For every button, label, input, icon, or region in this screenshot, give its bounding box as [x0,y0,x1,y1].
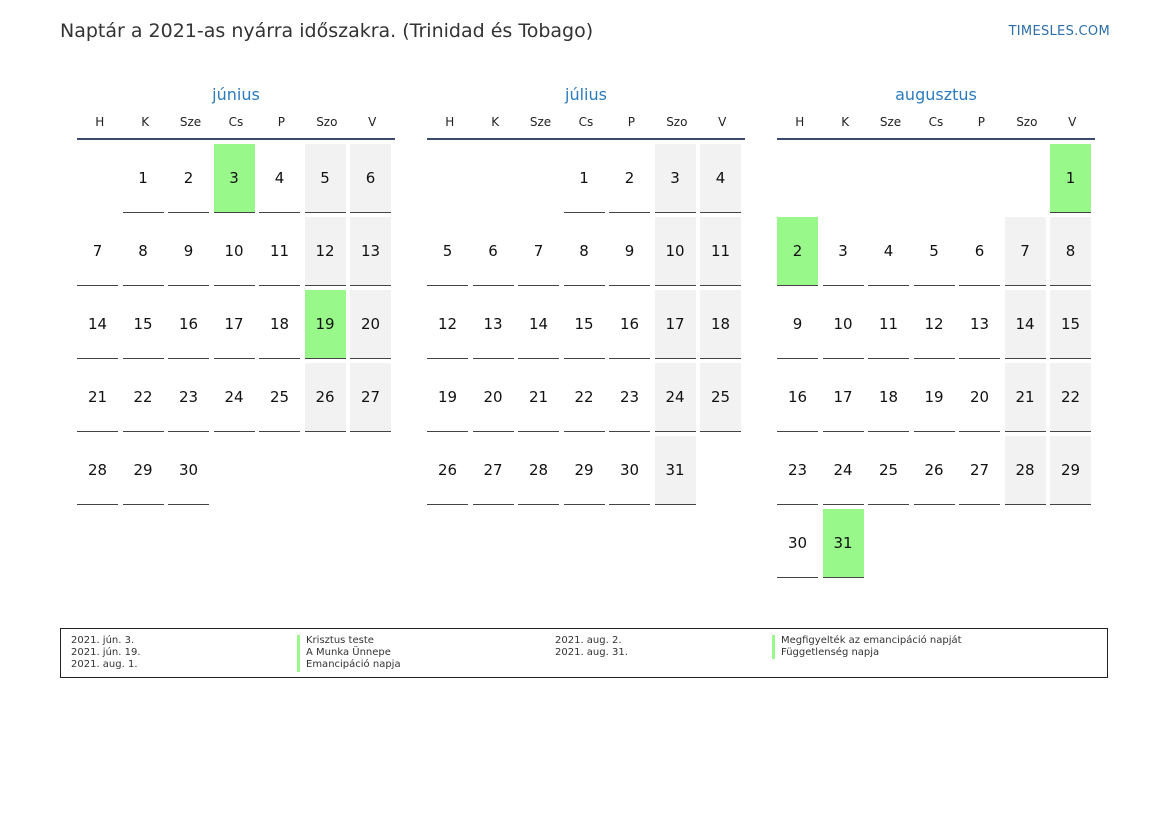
day-cell: 4 [868,217,909,286]
month-august [777,84,1095,578]
weekday-label: Szo [666,115,688,129]
weekday-label: Szo [1016,115,1038,129]
legend-holiday-name: A Munka Ünnepe [297,647,401,659]
day-cell: 14 [518,290,559,359]
day-cell: 11 [700,217,741,286]
day-cell: 9 [609,217,650,286]
day-cell: 29 [123,436,164,505]
day-cell: 6 [350,144,391,213]
legend-date: 2021. aug. 31. [555,647,628,659]
day-cell: 10 [214,217,255,286]
day-cell: 27 [473,436,514,505]
empty-cell [823,144,864,213]
day-cell: 14 [77,290,118,359]
empty-cell [959,144,1000,213]
legend-dates-right [555,635,628,659]
day-cell: 7 [1005,217,1046,286]
weekday-label: K [141,115,150,129]
day-cell: 30 [609,436,650,505]
day-cell: 22 [564,363,605,432]
empty-cell [77,144,118,213]
day-cell: 4 [700,144,741,213]
day-cell: 8 [123,217,164,286]
day-cell: 3 [823,217,864,286]
day-cell: 21 [1005,363,1046,432]
weekday-label: Cs [228,115,244,129]
day-cell: 13 [350,217,391,286]
day-cell: 12 [305,217,346,286]
day-cell: 3 [655,144,696,213]
day-cell: 15 [564,290,605,359]
weekday-label: P [977,115,986,129]
day-cell: 16 [168,290,209,359]
weekday-label: V [718,115,727,129]
legend-date: 2021. jún. 3. [71,635,135,646]
month-title: augusztus [895,85,977,104]
day-cell: 11 [259,217,300,286]
day-cell: 5 [914,217,955,286]
day-cell: 10 [655,217,696,286]
empty-cell [777,144,818,213]
day-cell: 26 [305,363,346,432]
day-cell: 23 [777,436,818,505]
holiday-day-cell: 31 [823,509,864,578]
day-cell: 16 [777,363,818,432]
day-cell: 7 [518,217,559,286]
day-cell: 18 [868,363,909,432]
empty-cell [868,144,909,213]
day-cell: 22 [1050,363,1091,432]
day-cell: 8 [1050,217,1091,286]
day-cell: 2 [168,144,209,213]
day-cell: 25 [868,436,909,505]
day-cell: 1 [123,144,164,213]
day-cell: 26 [427,436,468,505]
legend-date: 2021. aug. 1. [71,659,138,671]
holiday-day-cell: 3 [214,144,255,213]
day-cell: 6 [473,217,514,286]
weekday-label: Szo [316,115,338,129]
empty-cell [427,144,468,213]
day-cell: 23 [168,363,209,432]
day-cell: 19 [427,363,468,432]
weekday-label: K [491,115,500,129]
day-cell: 23 [609,363,650,432]
day-cell: 15 [1050,290,1091,359]
day-cell: 28 [77,436,118,505]
empty-cell [1005,144,1046,213]
site-link[interactable]: TIMESLES.COM [1008,24,1110,39]
day-cell: 6 [959,217,1000,286]
day-cell: 31 [655,436,696,505]
day-cell: 21 [77,363,118,432]
day-cell: 20 [473,363,514,432]
day-cell: 9 [168,217,209,286]
day-cell: 24 [823,436,864,505]
day-cell: 28 [1005,436,1046,505]
weekday-label: Sze [529,115,552,129]
weekday-label: H [445,115,455,129]
weekday-header [777,114,1095,140]
day-cell: 30 [777,509,818,578]
day-cell: 25 [259,363,300,432]
holiday-day-cell: 1 [1050,144,1091,213]
day-cell: 5 [305,144,346,213]
day-cell: 12 [427,290,468,359]
day-cell: 17 [823,363,864,432]
day-cell: 18 [700,290,741,359]
legend-date: 2021. jún. 19. [71,647,141,659]
empty-cell [914,144,955,213]
day-cell: 19 [914,363,955,432]
day-cell: 2 [609,144,650,213]
day-cell: 7 [77,217,118,286]
day-cell: 11 [868,290,909,359]
day-cell: 9 [777,290,818,359]
day-cell: 15 [123,290,164,359]
day-cell: 28 [518,436,559,505]
weekday-label: H [95,115,105,129]
weekday-header [427,114,745,140]
month-june [77,84,395,505]
day-cell: 1 [564,144,605,213]
day-cell: 17 [655,290,696,359]
holiday-day-cell: 2 [777,217,818,286]
day-cell: 13 [473,290,514,359]
day-cell: 29 [564,436,605,505]
day-cell: 25 [700,363,741,432]
day-cell: 26 [914,436,955,505]
day-cell: 18 [259,290,300,359]
day-cell: 4 [259,144,300,213]
weekday-label: K [841,115,850,129]
weekday-label: P [627,115,636,129]
day-cell: 29 [1050,436,1091,505]
day-cell: 12 [914,290,955,359]
day-grid [777,144,1095,578]
day-cell: 30 [168,436,209,505]
day-cell: 24 [655,363,696,432]
legend-holiday-name: Megfigyelték az emancipáció napját [772,635,962,647]
day-cell: 27 [350,363,391,432]
weekday-label: Cs [578,115,594,129]
weekday-label: Sze [179,115,202,129]
day-cell: 14 [1005,290,1046,359]
holiday-day-cell: 19 [305,290,346,359]
weekday-label: Sze [879,115,902,129]
day-cell: 8 [564,217,605,286]
weekday-label: P [277,115,286,129]
month-title: június [212,85,260,104]
day-cell: 24 [214,363,255,432]
day-cell: 10 [823,290,864,359]
legend-names-left [297,635,401,672]
month-july [427,84,745,505]
page-title: Naptár a 2021-as nyárra időszakra. (Trinidad és Tobago) [60,20,594,42]
legend-holiday-name: Krisztus teste [297,635,401,647]
day-cell: 21 [518,363,559,432]
legend-date: 2021. aug. 2. [555,635,622,646]
legend-dates-left [71,635,141,672]
weekday-label: Cs [928,115,944,129]
weekday-label: V [1068,115,1077,129]
holiday-legend [60,628,1108,678]
day-cell: 20 [959,363,1000,432]
weekday-header [77,114,395,140]
day-cell: 5 [427,217,468,286]
day-cell: 16 [609,290,650,359]
empty-cell [473,144,514,213]
day-cell: 22 [123,363,164,432]
weekday-label: H [795,115,805,129]
legend-names-right [772,635,962,659]
weekday-label: V [368,115,377,129]
day-grid [77,144,395,505]
empty-cell [518,144,559,213]
day-cell: 20 [350,290,391,359]
legend-holiday-name: Emancipáció napja [297,659,401,671]
legend-holiday-name: Függetlenség napja [772,647,962,659]
day-cell: 13 [959,290,1000,359]
day-cell: 17 [214,290,255,359]
day-cell: 27 [959,436,1000,505]
month-title: július [565,85,607,104]
day-grid [427,144,745,505]
